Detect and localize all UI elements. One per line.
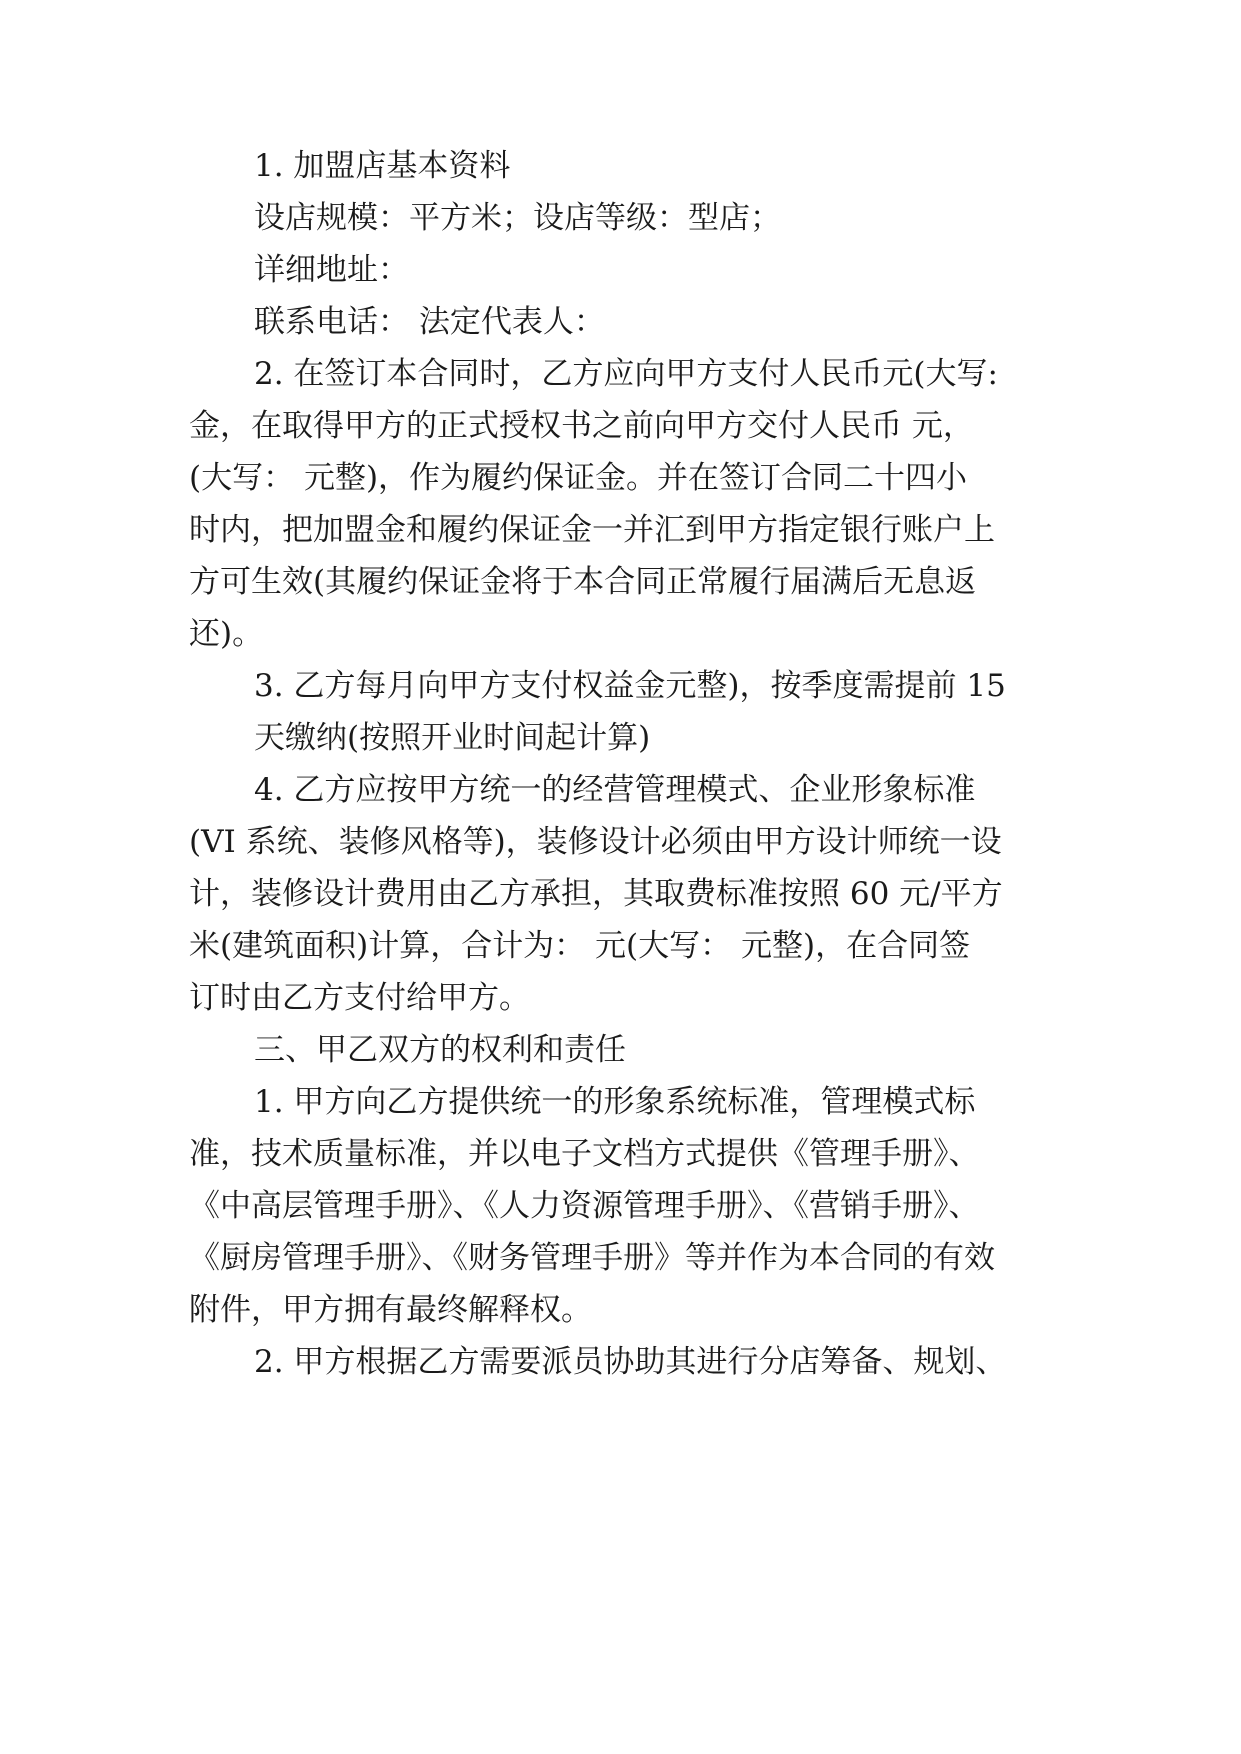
text-line: 2. 甲方根据乙方需要派员协助其进行分店筹备、规划、 (254, 1344, 1007, 1380)
text-line: 《厨房管理手册》、《财务管理手册》等并作为本合同的有效 (189, 1240, 995, 1276)
text-line: 详细地址： (254, 252, 409, 288)
text-line: (VI 系统、装修风格等)，装修设计必须由甲方设计师统一设 (189, 824, 1002, 860)
text-line: 3. 乙方每月向甲方支付权益金元整)，按季度需提前 15 (254, 668, 1006, 704)
text-line: 《中高层管理手册》、《人力资源管理手册》、《营销手册》、 (189, 1188, 980, 1224)
text-line: 1. 甲方向乙方提供统一的形象系统标准，管理模式标 (254, 1084, 976, 1120)
text-line: 4. 乙方应按甲方统一的经营管理模式、企业形象标准 (254, 772, 976, 808)
text-line: 计，装修设计费用由乙方承担，其取费标准按照 60 元/平方 (189, 876, 1003, 912)
text-line: 天缴纳(按照开业时间起计算) (254, 720, 651, 756)
text-line: 准，技术质量标准，并以电子文档方式提供《管理手册》、 (189, 1136, 980, 1172)
text-line: 还)。 (189, 616, 264, 652)
text-line: 2. 在签订本合同时，乙方应向甲方支付人民币元(大写: (254, 356, 998, 392)
text-line: 附件，甲方拥有最终解释权。 (189, 1292, 592, 1328)
text-line: 订时由乙方支付给甲方。 (189, 980, 530, 1016)
text-line: 金，在取得甲方的正式授权书之前向甲方交付人民币 元， (189, 408, 974, 444)
text-line: 方可生效(其履约保证金将于本合同正常履行届满后无息返 (189, 564, 977, 600)
section-heading: 三、甲乙双方的权利和责任 (254, 1032, 626, 1068)
text-line: (大写： 元整)，作为履约保证金。并在签订合同二十四小 (189, 460, 968, 496)
text-line: 设店规模：平方米；设店等级：型店； (254, 200, 781, 236)
text-line: 米(建筑面积)计算，合计为： 元(大写： 元整)，在合同签 (189, 928, 971, 964)
text-line: 联系电话： 法定代表人： (254, 304, 605, 340)
text-line: 1. 加盟店基本资料 (254, 148, 511, 184)
text-line: 时内，把加盟金和履约保证金一并汇到甲方指定银行账户上 (189, 512, 995, 548)
